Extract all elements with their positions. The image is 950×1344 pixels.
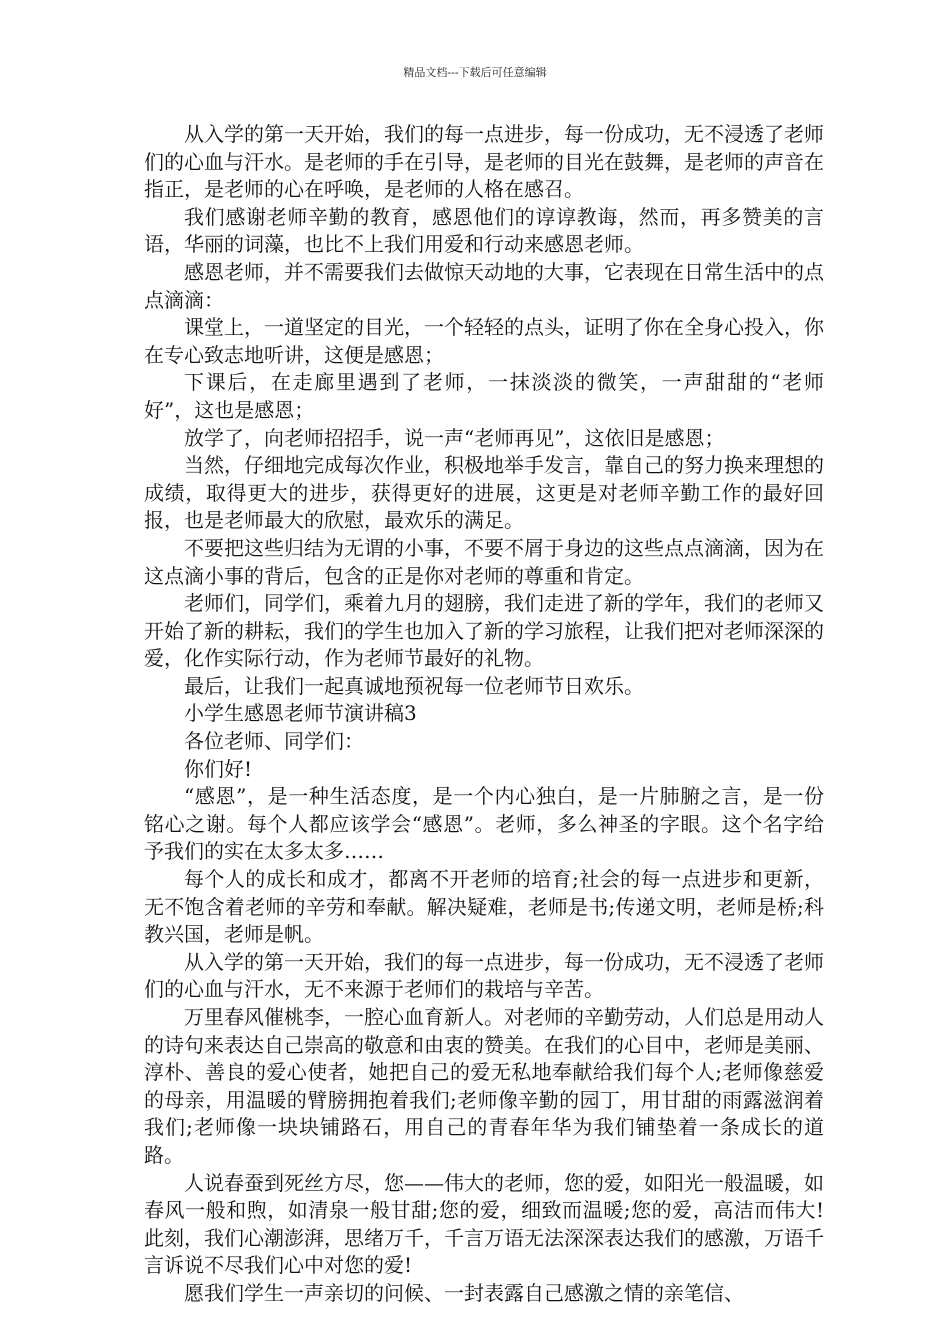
paragraph: 下课后，在走廊里遇到了老师，一抹淡淡的微笑，一声甜甜的“老师好”，这也是感恩； — [144, 370, 824, 422]
document-body — [144, 121, 824, 1308]
paragraph: 感恩老师，并不需要我们去做惊天动地的大事，它表现在日常生活中的点点滴滴： — [144, 259, 824, 312]
section-title: 小学生感恩老师节演讲稿3 — [184, 701, 417, 726]
paragraph: 每个人的成长和成才，都离不开老师的培育;社会的每一点进步和更新，无不饱含着老师的辛劳和奉献。解决疑难，老师是书;传递文明，老师是桥;科教兴国，老师是帆。 — [144, 867, 824, 947]
greeting: 你们好! — [184, 756, 253, 781]
paragraph: 最后，让我们一起真诚地预祝每一位老师节日欢乐。 — [184, 673, 644, 698]
salutation: 各位老师、同学们： — [184, 729, 364, 754]
paragraph: 当然，仔细地完成每次作业，积极地举手发言，靠自己的努力换来理想的成绩，取得更大的进步，获得更好的进展，这更是对老师辛勤工作的最好回报，也是老师最大的欣慰，最欢乐的满足。 — [144, 453, 824, 533]
paragraph: 我们感谢老师辛勤的教育，感恩他们的谆谆教诲，然而，再多赞美的言语，华丽的词藻，也比不上我们用爱和行动来感恩老师。 — [144, 204, 824, 257]
paragraph: 放学了，向老师招招手，说一声“老师再见”，这依旧是感恩； — [184, 425, 725, 450]
page-header: 精品文档---下载后可任意编辑 — [403, 66, 547, 79]
paragraph: 从入学的第一天开始，我们的每一点进步，每一份成功，无不浸透了老师们的心血与汗水，无不来源于老师们的栽培与辛苦。 — [144, 949, 824, 1002]
paragraph: “感恩”，是一种生活态度，是一个内心独白，是一片肺腑之言，是一份铭心之谢。每个人都应该学会“感恩”。老师，多么神圣的字眼。这个名字给予我们的实在太多太多…… — [144, 784, 824, 864]
paragraph: 课堂上，一道坚定的目光，一个轻轻的点头，证明了你在全身心投入，你在专心致志地听讲，这便是感恩； — [144, 315, 824, 367]
paragraph: 万里春风催桃李，一腔心血育新人。对老师的辛勤劳动，人们总是用动人的诗句来表达自己崇高的敬意和由衷的赞美。在我们的心目中，老师是美丽、淳朴、善良的爱心使者，她把自己的爱无私地奉献给我们每个人;老师像慈爱的母亲，用温暖的臂膀拥抱着我们;老师像辛勤的园丁，用甘甜的雨露滋润着我们;老师像一块块铺路石，用自己的青春年华为我们铺垫着一条成长的道路。 — [144, 1005, 824, 1167]
paragraph: 从入学的第一天开始，我们的每一点进步，每一份成功，无不浸透了老师们的心血与汗水。是老师的手在引导，是老师的目光在鼓舞，是老师的声音在指正，是老师的心在呼唤，是老师的人格在感召。 — [144, 122, 824, 202]
paragraph: 愿我们学生一声亲切的问候、一封表露自己感激之情的亲笔信、 — [184, 1280, 744, 1305]
paragraph: 人说春蚕到死丝方尽，您——伟大的老师，您的爱，如阳光一般温暖，如春风一般和煦，如清泉一般甘甜;您的爱，细致而温暖;您的爱，高洁而伟大!此刻，我们心潮澎湃，思绪万千，千言万语无法深深表达我们的感激，万语千言诉说不尽我们心中对您的爱! — [144, 1170, 824, 1278]
paragraph: 老师们，同学们，乘着九月的翅膀，我们走进了新的学年，我们的老师又开始了新的耕耘，我们的学生也加入了新的学习旅程，让我们把对老师深深的爱，化作实际行动，作为老师节最好的礼物。 — [144, 591, 824, 671]
paragraph: 不要把这些归结为无谓的小事，不要不屑于身边的这些点点滴滴，因为在这点滴小事的背后，包含的正是你对老师的尊重和肯定。 — [144, 535, 824, 588]
